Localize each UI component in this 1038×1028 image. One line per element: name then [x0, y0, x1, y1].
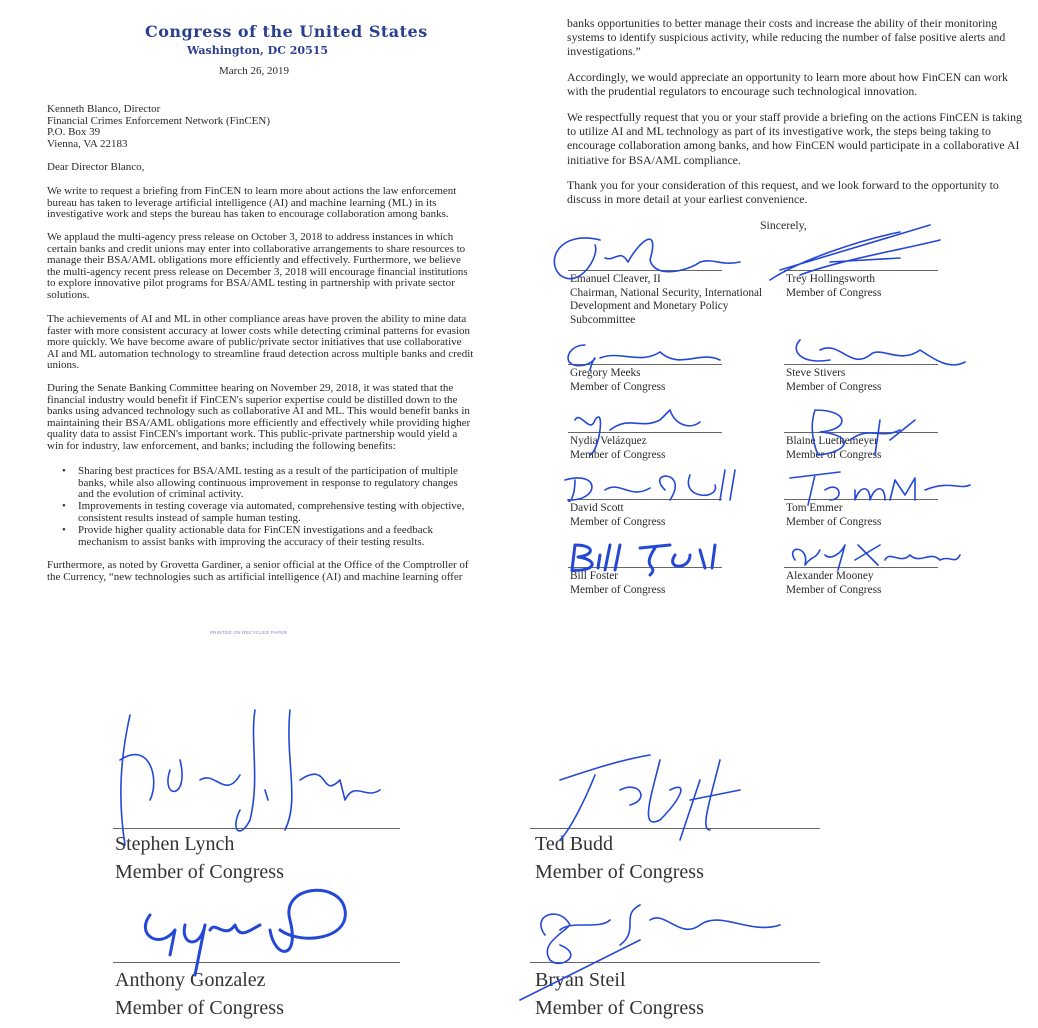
signature-gonzalez — [145, 890, 345, 975]
signature-foster — [572, 545, 715, 575]
address-line: P.O. Box 39 — [47, 126, 101, 139]
text-line: Member of Congress — [786, 448, 882, 461]
bullet-icon: • — [62, 524, 66, 536]
text-line: Blaine Luetkemeyer — [786, 435, 878, 447]
text-line: encourage collaboration among banks, and how FinCEN would participate in a collaborative AI — [567, 138, 1020, 153]
text-line: Development and Monetary Policy — [570, 300, 729, 313]
text-line: systems to identify suspicious activity, while reducing the number of false positive alerts and — [567, 30, 1006, 45]
footer-text: PRINTED ON RECYCLED PAPER — [210, 630, 288, 635]
text-line: Ted Budd — [535, 833, 614, 855]
signature-steil — [520, 905, 780, 1000]
signature-mooney — [793, 545, 960, 570]
text-line: consistent results instead of sample human testing. — [78, 511, 301, 524]
text-line: investigations.” — [567, 44, 641, 59]
letter-date: March 26, 2019 — [219, 65, 289, 77]
text-line: During the Senate Banking Committee hearing on November 29, 2018, it was stated that the — [47, 382, 454, 394]
text-line: AI and ML automation technology to streamline fraud detection across multiple banks and credit — [47, 347, 474, 360]
text-line: David Scott — [570, 502, 624, 514]
signature-emmer — [790, 472, 970, 505]
bullet-icon: • — [62, 500, 66, 512]
text-line: discuss in more detail at your earliest convenience. — [567, 192, 808, 207]
sincerely: Sincerely, — [760, 218, 807, 232]
text-line: Member of Congress — [786, 515, 882, 528]
text-line: Alexander Mooney — [786, 570, 874, 582]
text-line: Subcommittee — [570, 313, 636, 326]
text-line: Stephen Lynch — [115, 833, 235, 855]
text-line: maintaining their BSA/AML obligations more efficiently and effectively while providing higher — [47, 416, 471, 429]
text-line: Bill Foster — [570, 570, 619, 582]
text-line: faster with more consistent accuracy at lower costs while detecting criminal patterns for evasion — [47, 324, 471, 337]
address-line: Kenneth Blanco, Director — [47, 103, 161, 115]
address-line: Financial Crimes Enforcement Network (FinCEN) — [47, 114, 271, 127]
text-line: initiative for BSA/AML compliance. — [567, 152, 741, 167]
text-line: Member of Congress — [570, 515, 666, 528]
text-line: the Currency, “new technologies such as artificial intelligence (AI) and machine learning offer — [47, 570, 463, 583]
text-line: Member of Congress — [570, 380, 666, 393]
text-line: Nydia Velázquez — [570, 435, 647, 447]
text-line: mechanism to assist banks with improving the accuracy of their testing results. — [78, 535, 425, 548]
text-line: Member of Congress — [570, 583, 666, 596]
text-line: bureau has taken to leverage artificial intelligence (AI) and machine learning (ML) in its — [47, 196, 437, 209]
text-line: Chairman, National Security, International — [570, 286, 763, 299]
text-line: Member of Congress — [115, 997, 284, 1019]
text-line: to explore innovative pilot programs for BSA/AML testing in partnership with private sector — [47, 277, 455, 290]
text-line: with the prudential regulators to encourage such technological innovation. — [567, 84, 918, 99]
text-line: solutions. — [47, 289, 90, 301]
text-line: The achievements of AI and ML in other compliance areas have proven the ability to mine data — [47, 313, 467, 325]
text-line: We respectfully request that you or your staff provide a briefing on the actions FinCEN is taking — [567, 110, 1022, 124]
text-line: certain banks and credit unions may enter into collaborative arrangements to share resources to — [47, 242, 466, 255]
text-line: manage their BSA/AML obligations more efficiently and effectively. Furthermore, we believe — [47, 254, 461, 267]
text-line: quality data to assist FinCEN's important work. This public-private partnership would yield a — [47, 428, 458, 441]
text-line: Anthony Gonzalez — [115, 969, 266, 991]
text-line: Member of Congress — [786, 380, 882, 393]
text-line: banks opportunities to better manage their costs and increase the ability of their monitoring — [567, 16, 998, 30]
text-line: to utilize AI and ML technology as part of its investigative work, the steps being taking to — [567, 124, 991, 139]
text-line: investigative work and steps the bureau has taken to encourage collaboration among banks. — [47, 208, 449, 221]
text-line: Gregory Meeks — [570, 367, 641, 379]
salutation: Dear Director Blanco, — [47, 161, 145, 173]
text-line: We write to request a briefing from FinCEN to learn more about actions the law enforcement — [47, 185, 457, 197]
text-line: We applaud the multi-agency press release on October 3, 2018 to address instances in which — [47, 231, 454, 243]
text-line: banks, while also allowing continuous improvement in response to regulatory changes — [78, 476, 458, 489]
signature-velazquez — [575, 410, 700, 455]
text-line: financial industry would benefit if FinCEN's superior expertise could be distilled down to the — [47, 393, 458, 406]
signature-budd — [560, 755, 740, 840]
text-line: Bryan Steil — [535, 969, 626, 991]
signature-hollingsworth — [770, 225, 940, 280]
text-line: Member of Congress — [535, 861, 704, 883]
text-line: Member of Congress — [786, 583, 882, 596]
text-line: Furthermore, as noted by Grovetta Gardiner, a senior official at the Office of the Comptroller of — [47, 559, 469, 571]
letterhead-title: Congress of the United States — [145, 22, 428, 41]
text-line: Emanuel Cleaver, II — [570, 273, 661, 285]
letterhead-city: Washington, DC 20515 — [187, 44, 329, 57]
text-line: Member of Congress — [570, 448, 666, 461]
text-line: Member of Congress — [786, 286, 882, 299]
signature-luetkemeyer — [812, 410, 915, 455]
signature-meeks — [568, 345, 720, 370]
text-line: and the evolution of criminal activity. — [78, 488, 244, 501]
signature-cleaver — [554, 238, 740, 279]
text-line: Trey Hollingsworth — [786, 273, 876, 285]
signature-lynch — [120, 710, 380, 845]
text-line: Sharing best practices for BSA/AML testing as a result of the participation of multiple — [78, 465, 458, 477]
text-line: the multi-agency recent press release on December 3, 2018 will encourage financial institutions — [47, 265, 468, 278]
text-line: Tom Emmer — [786, 502, 843, 514]
text-line: Steve Stivers — [786, 367, 846, 379]
text-line: win for industry, law enforcement, and banks; including the following benefits: — [47, 440, 396, 452]
text-line: Member of Congress — [115, 861, 284, 883]
text-line: Accordingly, we would appreciate an opportunity to learn more about how FinCEN can work — [567, 70, 1008, 84]
text-line: banks using advanced technology such as collaborative AI and ML. This would benefit banks in — [47, 405, 470, 418]
text-line: Member of Congress — [535, 997, 704, 1019]
signature-scott — [565, 470, 735, 501]
address-line: Vienna, VA 22183 — [47, 137, 128, 150]
bullet-icon: • — [62, 465, 66, 477]
text-line: Provide higher quality actionable data for FinCEN investigations and a feedback — [78, 524, 433, 536]
text-line: Improvements in testing coverage via automated, comprehensive testing with objective, — [78, 500, 465, 512]
text-line: Thank you for your consideration of this request, and we look forward to the opportunity to — [567, 178, 999, 192]
text-line: more quickly. We have become aware of public/private sector initiatives that use collaborative — [47, 336, 462, 349]
signature-stivers — [796, 340, 965, 365]
text-line: unions. — [47, 359, 80, 372]
